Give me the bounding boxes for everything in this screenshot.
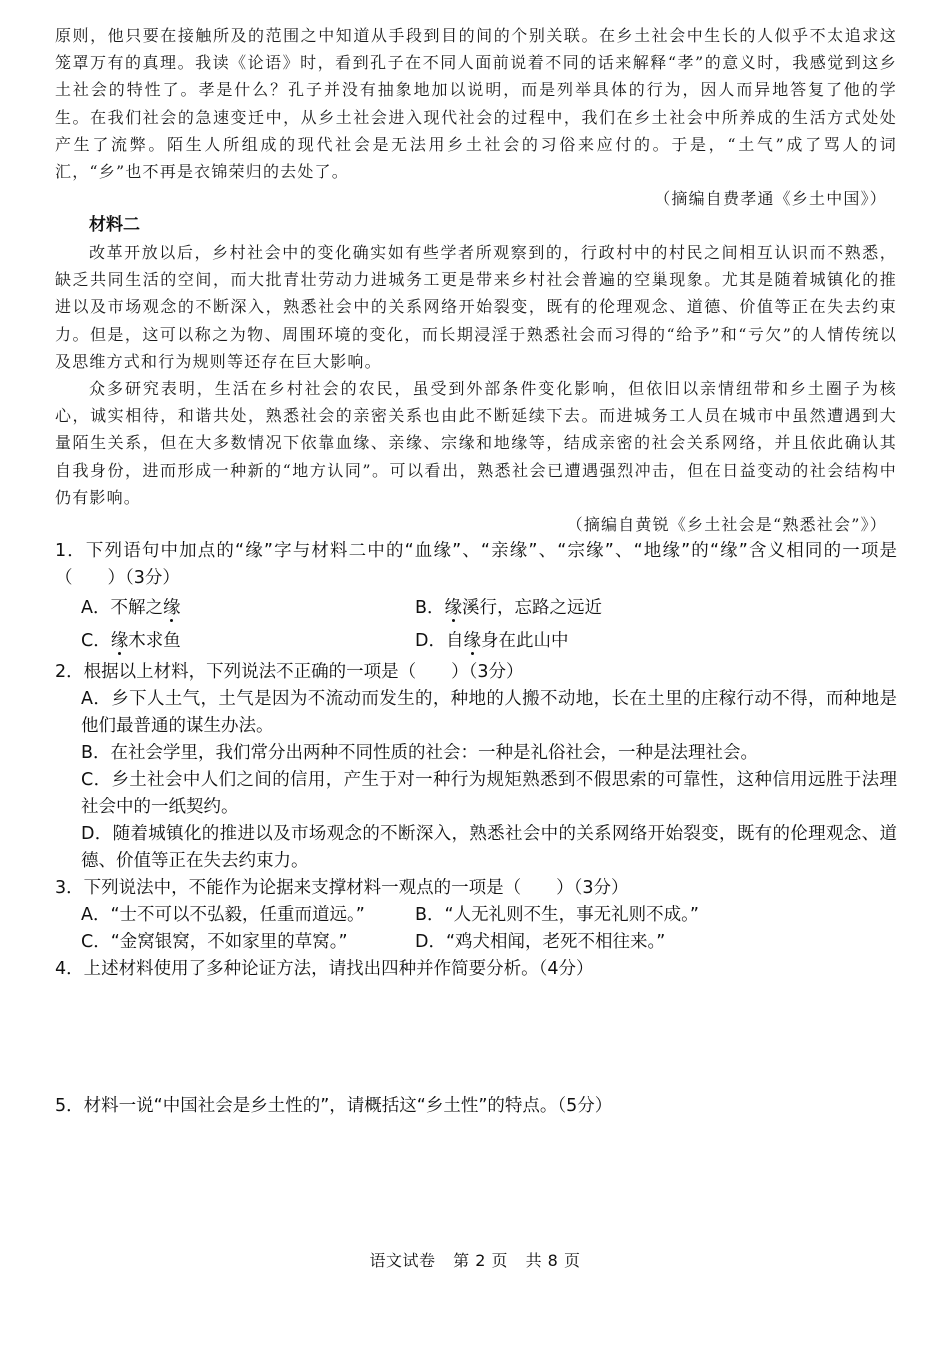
- question-3-options-row-1: [55, 902, 897, 929]
- question-1-option-b: B．缘溪行，忘路之远近: [415, 598, 603, 618]
- question-1-options-row-1: [55, 595, 897, 622]
- footer-total-pages: 共 8 页: [525, 1251, 581, 1270]
- question-1-option-c: C．缘木求鱼: [81, 631, 181, 651]
- question-3-option-b: B．“人无礼则不生，事无礼则不成。”: [415, 905, 699, 925]
- footer-subject: 语文试卷: [369, 1251, 436, 1270]
- question-3-stem: 3．下列说法中，不能作为论据来支撑材料一观点的一项是（ ）（3分）: [55, 878, 629, 898]
- material-one-tail-paragraph: 原则，他只要在接触所及的范围之中知道从手段到目的间的个别关联。在乡土社会中生长的人似乎不太追求这笼罩万有的真理。我读《论语》时，看到孔子在不同人面前说着不同的话来解释“孝”的意义时，我感觉到这乡土社会的特性了。孝是什么？孔子并没有抽象地加以说明，而是列举具体的行为，因人而异地答复了他的学生。在我们社会的急速变迁中，从乡土社会进入现代社会的过程中，我们在乡土社会中所养成的生活方式处处产生了流弊。陌生人所组成的现代社会是无法用乡土社会的习俗来应付的。于是，“土气”成了骂人的词汇，“乡”也不再是衣锦荣归的去处了。: [55, 26, 897, 182]
- question-4-stem: 4．上述材料使用了多种论证方法，请找出四种并作简要分析。（4分）: [55, 959, 594, 979]
- question-3-option-c: C．“金窝银窝，不如家里的草窝。”: [81, 932, 348, 952]
- question-1-option-d: D．自缘身在此山中: [415, 631, 569, 651]
- material-two-section: [55, 212, 897, 538]
- question-3-option-d: D．“鸡犬相闻，老死不相往来。”: [415, 932, 666, 952]
- page-footer: [0, 1248, 950, 1271]
- question-1-option-a: A．不解之缘: [81, 598, 181, 618]
- question-3-option-a: A．“士不可以不弘毅，任重而道远。”: [81, 905, 365, 925]
- material-one-source: （摘编自费孝通《乡土中国》）: [654, 189, 887, 209]
- footer-page-number: 第 2 页: [453, 1251, 508, 1270]
- question-2-stem: 2．根据以上材料，下列说法不正确的一项是（ ）（3分）: [55, 662, 524, 682]
- question-1-options-row-2: [55, 628, 897, 655]
- material-two-paragraph-1: 改革开放以后，乡村社会中的变化确实如有些学者所观察到的，行政村中的村民之间相互认识而不熟悉，缺乏共同生活的空间，而大批青壮劳动力进城务工更是带来乡村社会普遍的空巢现象。尤其是随着城镇化的推进以及市场观念的不断深入，熟悉社会中的关系网络开始裂变，既有的伦理观念、道德、价值等正在失去约束力。但是，这可以称之为物、周围环境的变化，而长期浸淫于熟悉社会而习得的“给予”和“亏欠”的人情传统以及思维方式和行为规则等还存在巨大影响。: [55, 243, 897, 371]
- material-two-heading: 材料二: [89, 215, 140, 235]
- question-1-stem: 1．下列语句中加点的“缘”字与材料二中的“血缘”、“亲缘”、“宗缘”、“地缘”的“缘”含义相同的一项是（ ）（3分）: [55, 541, 897, 588]
- question-2-option-b: B．在社会学里，我们常分出两种不同性质的社会：一种是礼俗社会，一种是法理社会。: [81, 743, 759, 763]
- questions-section: [55, 538, 897, 983]
- question-3-options-row-2: [55, 929, 897, 956]
- material-two-source: （摘编自黄锐《乡土社会是“熟悉社会”》）: [566, 515, 887, 535]
- question-2-option-a: A．乡下人土气，土气是因为不流动而发生的，种地的人搬不动地，长在土里的庄稼行动不得，而种地是他们最普通的谋生办法。: [81, 689, 897, 736]
- material-one-section: [55, 22, 897, 212]
- question-2-option-c: C．乡土社会中人们之间的信用，产生于对一种行为规矩熟悉到不假思索的可靠性，这种信用远胜于法理社会中的一纸契约。: [81, 770, 897, 817]
- question-2-option-d: D．随着城镇化的推进以及市场观念的不断深入，熟悉社会中的关系网络开始裂变，既有的伦理观念、道德、价值等正在失去约束力。: [81, 824, 897, 871]
- question-5-section: [55, 1093, 897, 1120]
- material-two-paragraph-2: 众多研究表明，生活在乡村社会的农民，虽受到外部条件变化影响，但依旧以亲情纽带和乡土圈子为核心，诚实相待，和谐共处，熟悉社会的亲密关系也由此不断延续下去。而进城务工人员在城市中虽然遭遇到大量陌生关系，但在大多数情况下依靠血缘、亲缘、宗缘和地缘等，结成亲密的社会关系网络，并且依此确认其自我身份，进而形成一种新的“地方认同”。可以看出，熟悉社会已遭遇强烈冲击，但在日益变动的社会结构中仍有影响。: [55, 379, 897, 507]
- question-5-stem: 5．材料一说“中国社会是乡土性的”，请概括这“乡土性”的特点。（5分）: [55, 1096, 613, 1116]
